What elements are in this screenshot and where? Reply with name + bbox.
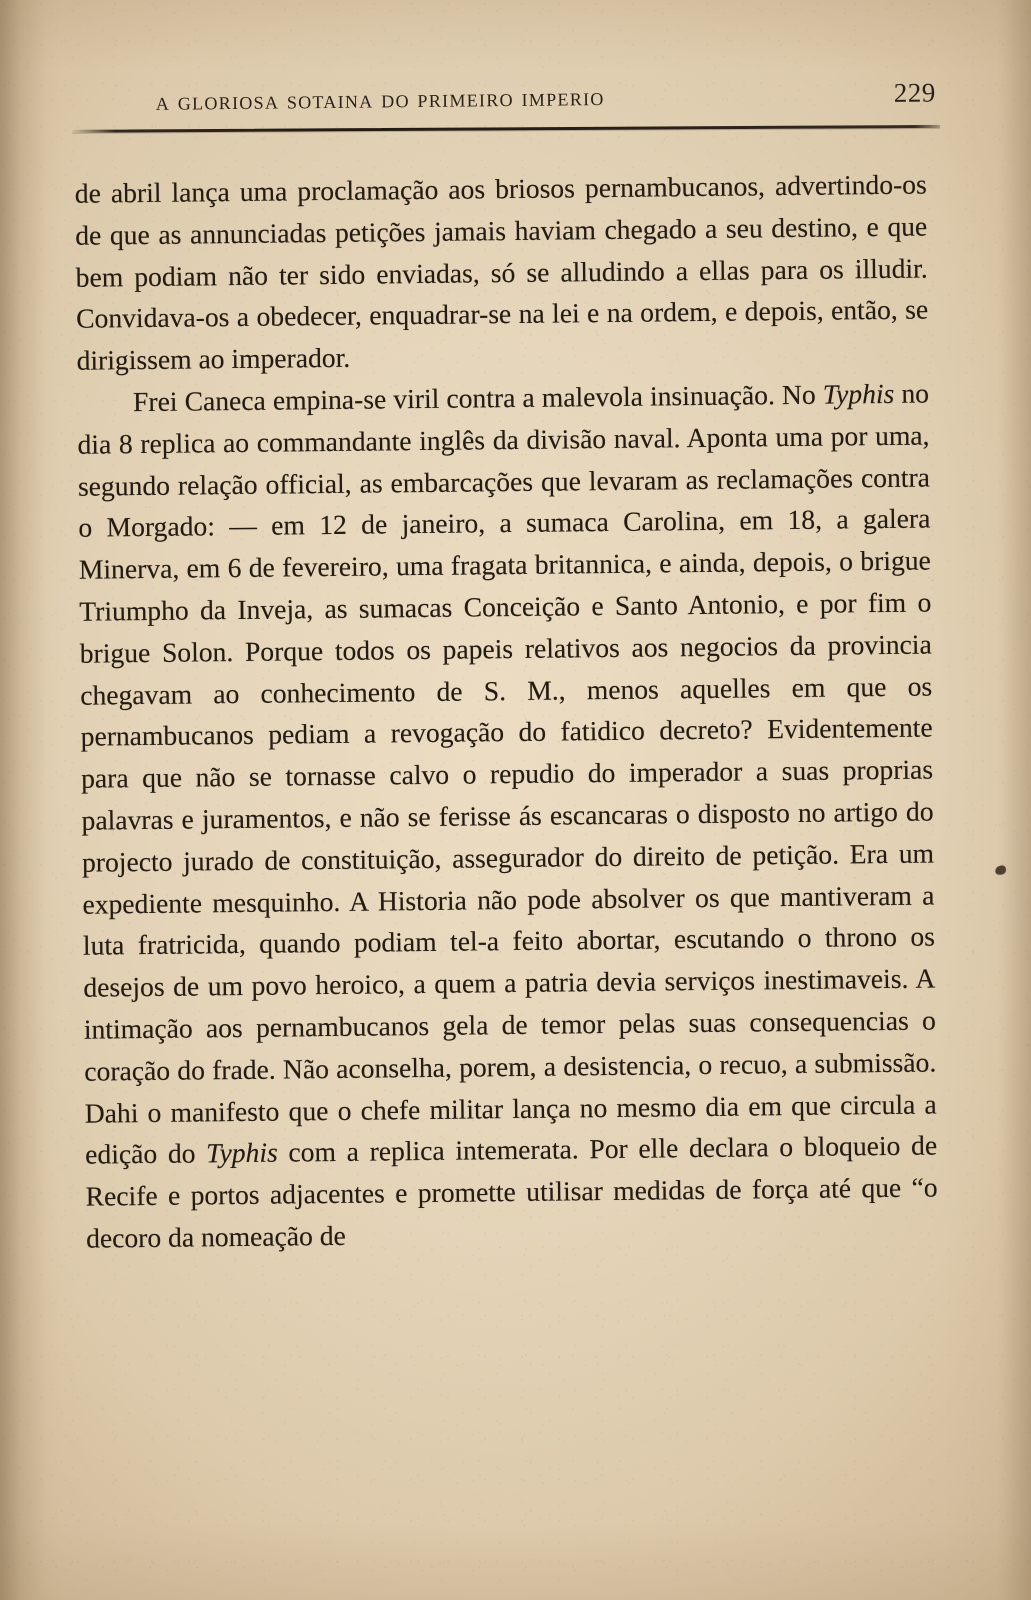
header-rule-divider [72,125,940,133]
running-head-title: a gloriosa sotaina do primeiro imperio [155,82,605,116]
paragraph-text-run: no dia 8 replica ao commandante inglês da divisão naval. Aponta uma por uma, segundo relação official, as embarcações que levaram as reclamações contra o Morgado: — em 12 de janeiro, a sumaca Carolina, em 18, a galera Minerva, em 6 de fevereiro, uma fragata britannica, e ainda, depois, o brigue Triumpho da Inveja, as sumacas Conceição e Santo Antonio, e por fim o brigue Solon. Porque todos os papeis relativos aos negocios da provincia chegavam ao conhecimento de S. M., menos aquelles em que os pernambucanos pediam a revogação do fatidico decreto? Evidentemente para que não se tornasse calvo o repudio do imperador a suas proprias palavras e juramentos, e não se ferisse ás escancaras o disposto no artigo do projecto jurado de constituição, assegurador do direito de petição. Era um expediente mesquinho. A Historia não pode absolver os que mantiveram a luta fratricida, quando podiam tel-a feito abortar, escutando o throno os desejos de um povo heroico, a quem a patria devia serviços inestimaveis. A intimação aos pernambucanos gela de temor pelas suas consequencias o coração do frade. Não aconselha, porem, a desistencia, o recuo, a submissão. Dahi o manifesto que o chefe militar lança no mesmo dia em que circula a edição do [77,377,937,1171]
paragraph-2 [77,372,938,1259]
italic-title-typhis: Typhis [822,377,895,410]
paragraph-1: de abril lança uma proclamação aos briosos pernambucanos, advertindo-os de que as annunciadas petições jamais haviam chegado a seu destino, e que bem podiam não ter sido enviadas, só se alludindo a ellas para os illudir. Convidava-os a obedecer, enquadrar-se na lei e na ordem, e depois, então, se dirigissem ao imperador. [74,168,929,376]
body-text-column [75,164,939,1260]
running-head [72,77,942,126]
ink-speck-mark [994,865,1007,876]
paragraph-text-run: com a replica intemerata. Por elle declara o bloqueio de Recife e portos adjacentes e promette utilisar medidas de força até que “o decoro da nomeação de [85,1129,938,1254]
page-number: 229 [893,77,936,108]
paragraph-text-run: Frei Caneca empina-se viril contra a malevola insinuação. No [132,378,823,418]
italic-title-typhis: Typhis [206,1136,278,1169]
